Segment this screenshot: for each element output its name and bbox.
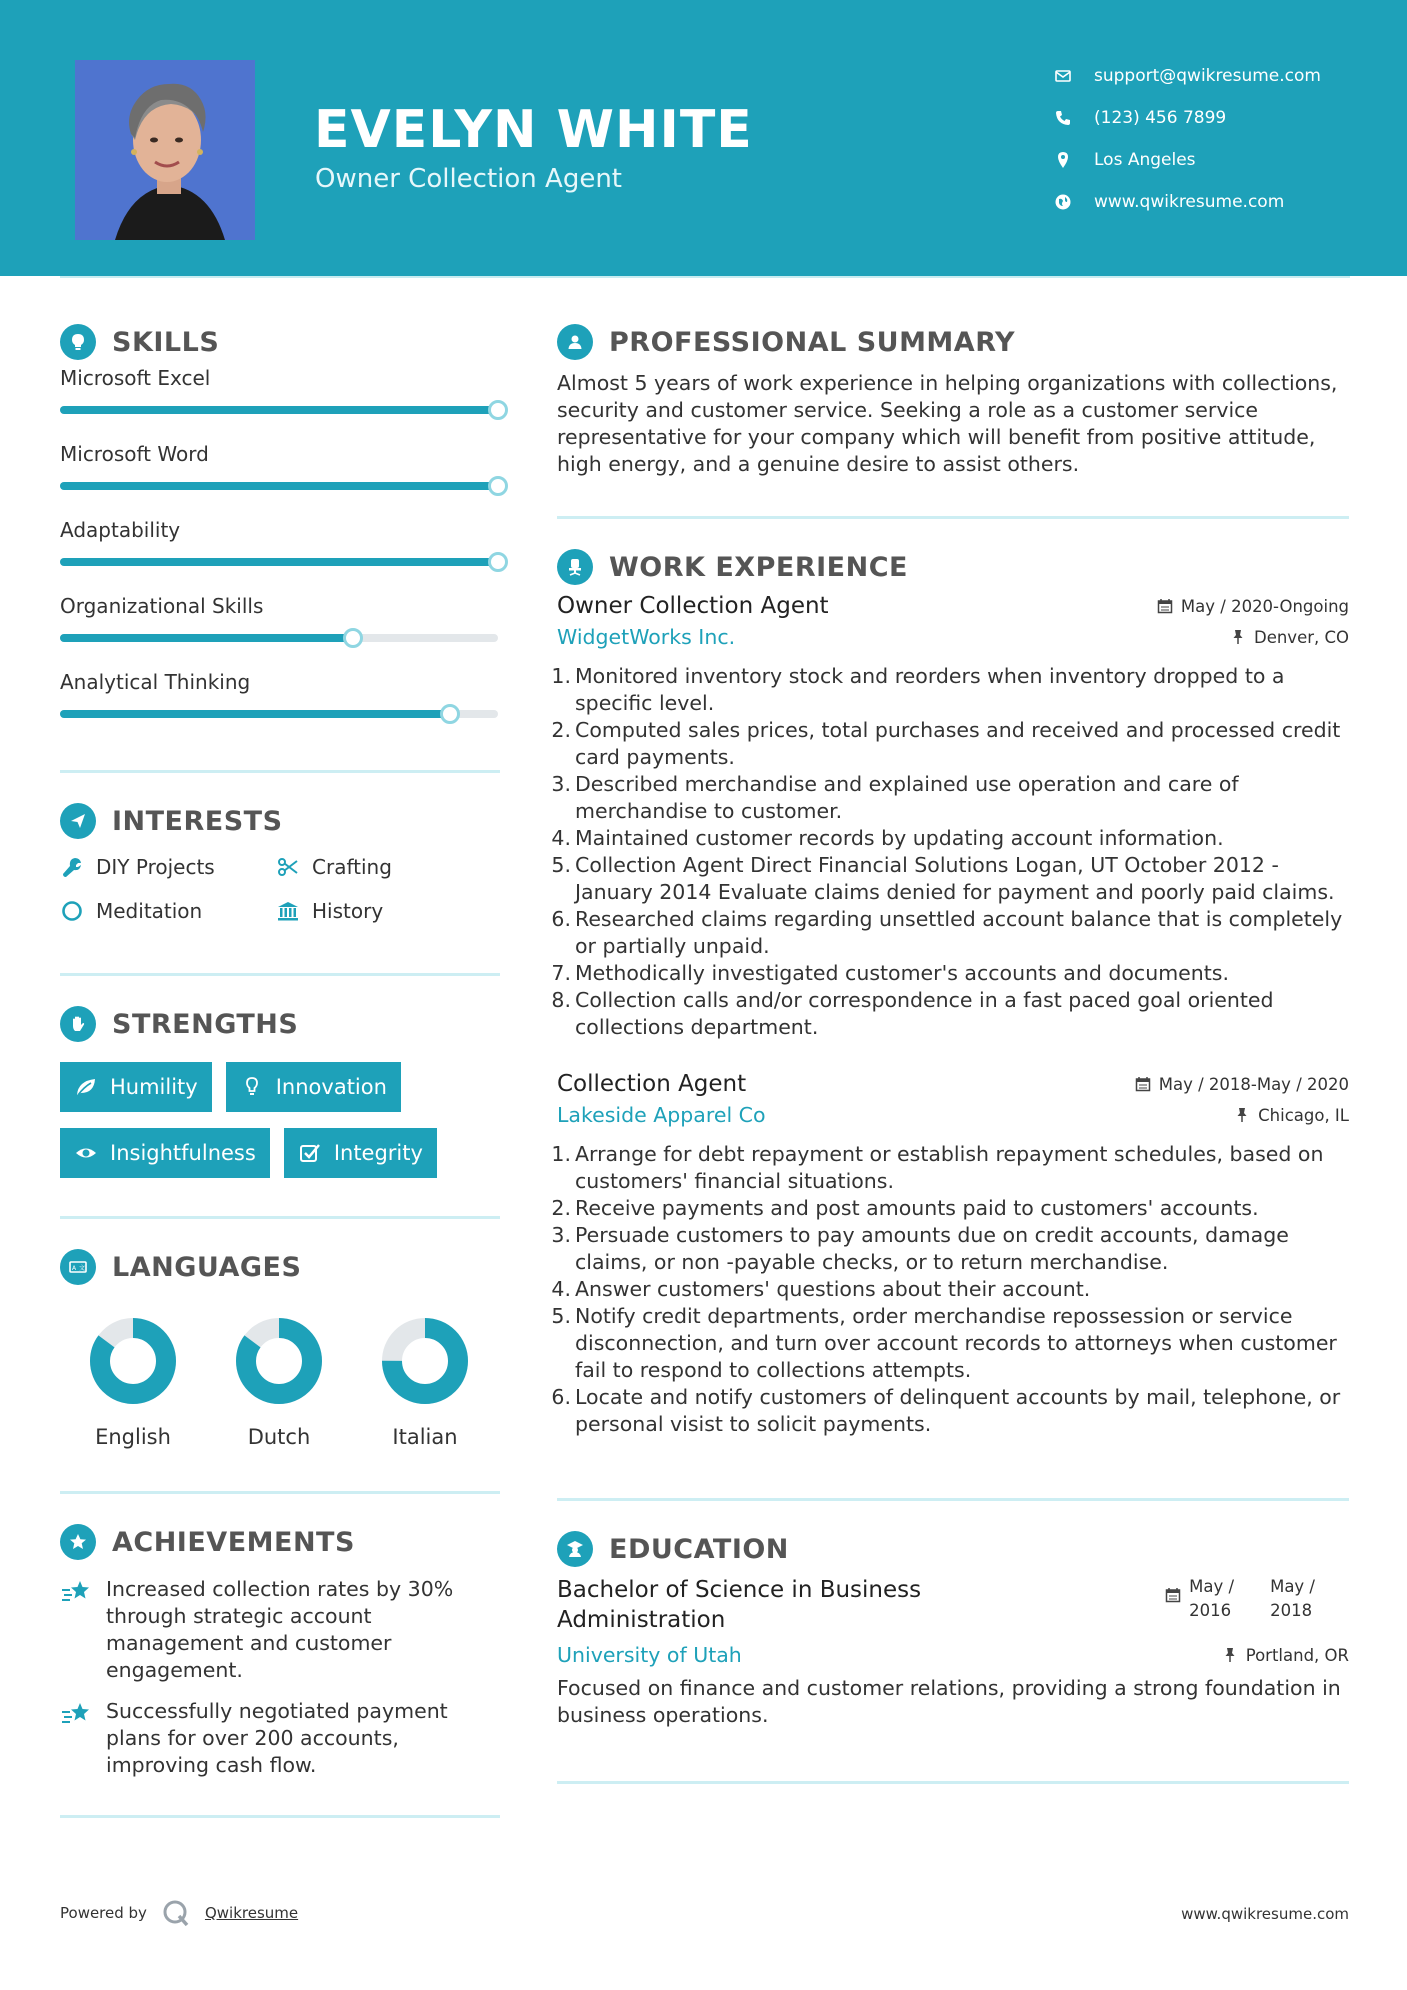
list-item: Monitored inventory stock and reorders when inventory dropped to a specific level.: [575, 664, 1285, 715]
wrench-icon: [60, 855, 84, 879]
skills-list: [60, 364, 500, 744]
strength-label: Innovation: [275, 1075, 387, 1099]
job-date-text: May / 2020-Ongoing: [1180, 596, 1349, 616]
language-donut: [235, 1317, 323, 1405]
contact-location-text: Los Angeles: [1094, 150, 1196, 170]
profile-photo: [75, 60, 255, 240]
shooting-star-icon: [60, 1700, 94, 1730]
education-start-year: 2016: [1189, 1601, 1232, 1620]
contact-phone[interactable]: [1054, 97, 1321, 139]
language-icon: [60, 1249, 96, 1285]
footer-website[interactable]: www.qwikresume.com: [1181, 1905, 1349, 1923]
interest-item: [276, 853, 496, 881]
list-item: Methodically investigated customer's accounts and documents.: [575, 961, 1229, 985]
skill-item: [60, 668, 500, 744]
skill-bar-fill: [60, 634, 353, 642]
powered-by-text: Powered by: [60, 1904, 147, 1922]
job-subheader: [557, 1103, 1349, 1127]
paper-plane-icon: [60, 803, 96, 839]
phone-icon: [1054, 109, 1072, 127]
leaf-icon: [74, 1075, 98, 1099]
circle-icon: [60, 899, 84, 923]
contact-website-text: www.qwikresume.com: [1094, 192, 1285, 212]
education-start-month: May /: [1189, 1577, 1235, 1596]
interests-list: [60, 853, 500, 925]
list-item: Persuade customers to pay amounts due on credit accounts, damage claims, or non -payable checks, or to return merchandise.: [575, 1223, 1289, 1274]
job-date-text: May / 2018-May / 2020: [1158, 1074, 1349, 1094]
candidate-name: EVELYN WHITE: [314, 100, 753, 160]
skill-bar-fill: [60, 710, 450, 718]
job-entry: [557, 1071, 1349, 1438]
experience-heading: [557, 547, 1349, 587]
skill-item: [60, 440, 500, 516]
right-column: [557, 322, 1349, 1784]
job-date: [1135, 1075, 1349, 1094]
qwikresume-logo-icon: [161, 1898, 191, 1928]
achievement-item: [60, 1698, 500, 1779]
skill-label: Analytical Thinking: [60, 670, 251, 694]
strength-label: Integrity: [333, 1141, 423, 1165]
interest-item: [276, 897, 496, 925]
achievements-title: ACHIEVEMENTS: [112, 1526, 355, 1558]
checkbox-icon: [298, 1141, 322, 1165]
job-header: [557, 593, 1349, 619]
section-divider: [557, 1781, 1349, 1784]
calendar-icon: [1135, 1076, 1151, 1092]
hand-icon: [60, 1006, 96, 1042]
office-chair-icon: [557, 549, 593, 585]
job-title: Owner Collection Agent: [557, 593, 829, 619]
skill-bar: [60, 482, 498, 490]
education-description: Focused on finance and customer relations, providing a strong foundation in business operations.: [557, 1676, 1341, 1727]
strength-tag: [60, 1062, 212, 1112]
list-item: Collection Agent Direct Financial Solutions Logan, UT October 2012 - January 2014 Evaluate claims denied for payment and poorly paid claims.: [575, 853, 1335, 904]
strengths-list: [60, 1062, 500, 1178]
scissors-icon: [276, 855, 300, 879]
globe-icon: [1054, 193, 1072, 211]
education-end: [1270, 1575, 1315, 1623]
education-end-year: 2018: [1270, 1601, 1313, 1620]
portrait-illustration: [75, 60, 255, 240]
job-header: [557, 1071, 1349, 1097]
strengths-title: STRENGTHS: [112, 1008, 299, 1040]
achievements-heading: [60, 1522, 500, 1562]
location-pin-icon: [1054, 151, 1072, 169]
calendar-icon: [1157, 598, 1173, 614]
museum-icon: [276, 899, 300, 923]
education-title: EDUCATION: [609, 1533, 789, 1565]
education-degree-line: Administration: [557, 1607, 726, 1633]
language-label: English: [95, 1425, 171, 1449]
achievement-text: Successfully negotiated payment plans for over 200 accounts, improving cash flow.: [106, 1699, 448, 1777]
lightbulb-icon: [240, 1075, 264, 1099]
section-divider: [60, 1491, 500, 1494]
contact-email[interactable]: [1054, 55, 1321, 97]
job-responsibilities: [557, 1141, 1349, 1438]
language-label: Dutch: [247, 1425, 311, 1449]
achievement-text: Increased collection rates by 30% through strategic account management and customer engagement.: [106, 1577, 454, 1682]
interest-label: Crafting: [312, 855, 392, 879]
education-subheader: [557, 1643, 1349, 1667]
skill-bar: [60, 406, 498, 414]
languages-heading: [60, 1247, 500, 1287]
education-entry: [557, 1575, 1349, 1729]
strength-tag: [226, 1062, 401, 1112]
list-item: Notify credit departments, order merchandise repossession or service disconnection, and turn over account records to attorneys when customer fail to respond to collections attempts.: [575, 1304, 1337, 1382]
interest-label: Meditation: [96, 899, 203, 923]
job-responsibilities: [557, 663, 1349, 1041]
list-item: Arrange for debt repayment or establish repayment schedules, based on customers' financial situations.: [575, 1142, 1324, 1193]
job-date: [1157, 597, 1349, 616]
section-divider: [60, 770, 500, 773]
contact-phone-text: (123) 456 7899: [1094, 108, 1227, 128]
skill-label: Microsoft Excel: [60, 366, 211, 390]
candidate-role: Owner Collection Agent: [315, 164, 622, 194]
skill-bar: [60, 558, 498, 566]
summary-text: Almost 5 years of work experience in helping organizations with collections, security and customer service. Seeking a role as a customer service representative for your company which will benefit from positive attitude, high energy, and a genuine desire to assist others.: [557, 371, 1338, 476]
summary-title: PROFESSIONAL SUMMARY: [609, 326, 1016, 358]
lightbulb-icon: [60, 324, 96, 360]
header-divider: [60, 276, 1350, 278]
pushpin-icon: [1230, 629, 1246, 645]
skill-label: Microsoft Word: [60, 442, 209, 466]
strength-tag: [60, 1128, 270, 1178]
calendar-icon: [1165, 1587, 1181, 1603]
language-item: [352, 1317, 498, 1449]
skill-bar-knob: [440, 704, 460, 724]
graduate-icon: [557, 1531, 593, 1567]
skill-bar-fill: [60, 406, 498, 414]
list-item: Computed sales prices, total purchases and received and processed credit card payments.: [575, 718, 1341, 769]
education-start: [1189, 1575, 1234, 1623]
skill-label: Organizational Skills: [60, 594, 264, 618]
strength-label: Humility: [110, 1075, 198, 1099]
job-title: Collection Agent: [557, 1071, 747, 1097]
section-divider: [557, 1498, 1349, 1501]
strengths-heading: [60, 1004, 500, 1044]
skill-bar-knob: [488, 400, 508, 420]
languages-list: [60, 1317, 500, 1449]
achievements-list: [60, 1576, 500, 1779]
job-entry: [557, 593, 1349, 1041]
skill-bar-fill: [60, 482, 498, 490]
job-location-text: Chicago, IL: [1258, 1105, 1349, 1125]
skill-bar-fill: [60, 558, 498, 566]
skills-title: SKILLS: [112, 326, 220, 358]
interests-title: INTERESTS: [112, 805, 283, 837]
shooting-star-icon: [60, 1578, 94, 1608]
skills-heading: [60, 322, 500, 362]
skill-bar: [60, 634, 498, 642]
job-location: [1234, 1106, 1349, 1125]
eye-icon: [74, 1141, 98, 1165]
star-badge-icon: [60, 1524, 96, 1560]
svg-text:文: 文: [79, 1265, 86, 1272]
interest-item: [60, 853, 276, 881]
list-item: Collection calls and/or correspondence in a fast paced goal oriented collections department.: [575, 988, 1274, 1039]
pushpin-icon: [1234, 1107, 1250, 1123]
skill-bar-knob: [488, 552, 508, 572]
education-end-month: May /: [1270, 1577, 1315, 1596]
education-degree-line: Bachelor of Science in Business: [557, 1577, 922, 1603]
envelope-icon: [1054, 67, 1072, 85]
skill-item: [60, 592, 500, 668]
language-label: Italian: [392, 1425, 458, 1449]
education-dates: [1165, 1575, 1315, 1623]
summary-heading: [557, 322, 1349, 362]
experience-title: WORK EXPERIENCE: [609, 551, 908, 583]
interest-item: [60, 897, 276, 925]
skill-bar-knob: [488, 476, 508, 496]
education-school: University of Utah: [557, 1643, 742, 1667]
list-item: Described merchandise and explained use operation and care of merchandise to customer.: [575, 772, 1239, 823]
job-company: Lakeside Apparel Co: [557, 1103, 766, 1127]
skill-item: [60, 364, 500, 440]
education-location-text: Portland, OR: [1245, 1645, 1349, 1665]
language-donut: [381, 1317, 469, 1405]
language-item: [60, 1317, 206, 1449]
strength-tag: [284, 1128, 437, 1178]
brand-link[interactable]: Qwikresume: [204, 1904, 299, 1922]
skill-bar: [60, 710, 498, 718]
left-column: [60, 322, 500, 1818]
list-item: Maintained customer records by updating account information.: [575, 826, 1224, 850]
contact-location: [1054, 139, 1321, 181]
list-item: Locate and notify customers of delinquent accounts by mail, telephone, or personal visist to solicit payments.: [575, 1385, 1341, 1436]
interest-label: DIY Projects: [96, 855, 215, 879]
job-location-text: Denver, CO: [1253, 627, 1349, 647]
strength-label: Insightfulness: [110, 1141, 256, 1165]
language-item: [206, 1317, 352, 1449]
skill-bar-knob: [343, 628, 363, 648]
achievement-item: [60, 1576, 500, 1684]
contact-email-text: support@qwikresume.com: [1094, 66, 1321, 86]
list-item: Researched claims regarding unsettled account balance that is completely or partially unpaid.: [575, 907, 1343, 958]
interest-label: History: [312, 899, 384, 923]
job-location: [1230, 628, 1349, 647]
education-heading: [557, 1529, 1349, 1569]
languages-title: LANGUAGES: [112, 1251, 302, 1283]
section-divider: [60, 1815, 500, 1818]
svg-text:A: A: [72, 1265, 77, 1272]
contact-list: [1054, 55, 1321, 223]
skill-item: [60, 516, 500, 592]
footer-powered-by: [60, 1898, 298, 1928]
language-donut: [89, 1317, 177, 1405]
job-company: WidgetWorks Inc.: [557, 625, 736, 649]
list-item: Receive payments and post amounts paid to customers' accounts.: [575, 1196, 1259, 1220]
education-location: [1222, 1646, 1349, 1665]
pushpin-icon: [1222, 1647, 1238, 1663]
section-divider: [60, 973, 500, 976]
section-divider: [60, 1216, 500, 1219]
section-divider: [557, 516, 1349, 519]
contact-website[interactable]: [1054, 181, 1321, 223]
user-icon: [557, 324, 593, 360]
header-banner: [0, 0, 1407, 276]
interests-heading: [60, 801, 500, 841]
skill-label: Adaptability: [60, 518, 181, 542]
job-subheader: [557, 625, 1349, 649]
list-item: Answer customers' questions about their account.: [575, 1277, 1091, 1301]
